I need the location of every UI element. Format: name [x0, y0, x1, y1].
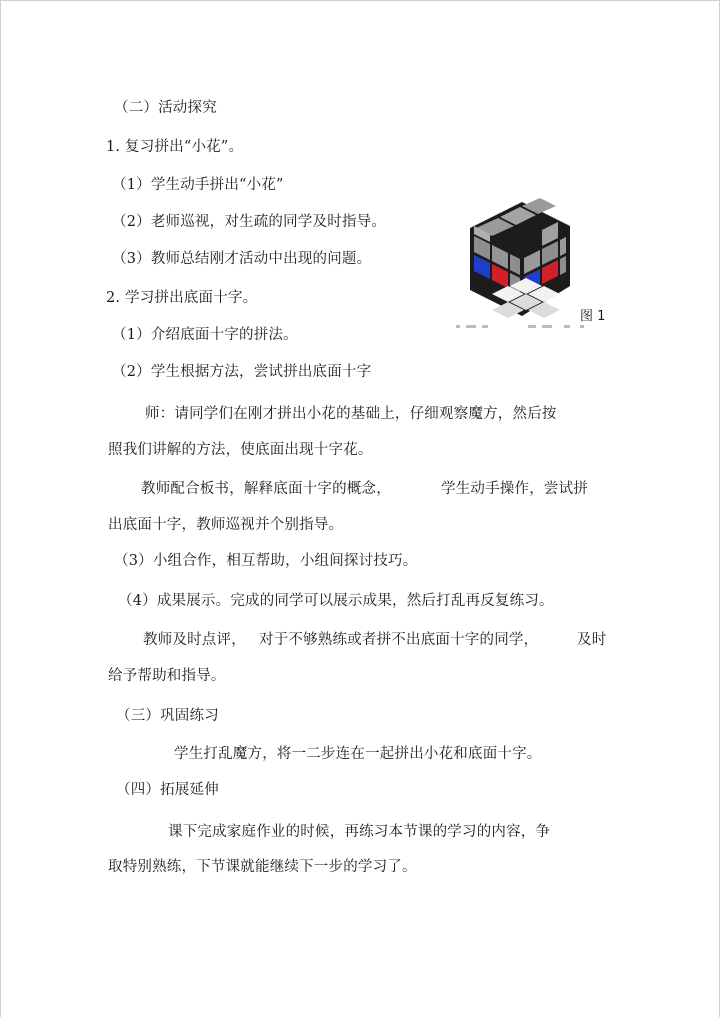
section-heading-3: （三）巩固练习	[116, 708, 219, 724]
sticker	[560, 237, 566, 256]
paragraph-line: 出底面十字，教师巡视并个别指导。	[108, 517, 344, 533]
item-2-heading: 2. 学习拼出底面十字。	[106, 290, 258, 306]
sub-item: （4）成果展示。完成的同学可以展示成果，然后打乱再反复练习。	[118, 593, 554, 609]
sub-item: （3）小组合作，相互帮助，小组间探讨技巧。	[114, 553, 418, 569]
item-1-heading: 1. 复习拼出“小花”。	[106, 139, 244, 155]
paragraph-line: 学生动手操作，尝试拼	[441, 481, 588, 497]
sub-item: （1）介绍底面十字的拼法。	[112, 327, 298, 343]
paragraph-line: 给予帮助和指导。	[108, 668, 226, 684]
sub-item: （1）学生动手拼出“小花”	[112, 177, 284, 193]
sub-item: （3）教师总结刚才活动中出现的问题。	[112, 251, 372, 267]
paragraph-line: 对于不够熟练或者拼不出底面十字的同学，	[259, 632, 539, 648]
paragraph-line: 学生打乱魔方，将一二步连在一起拼出小花和底面十字。	[174, 746, 542, 762]
paragraph-line: 及时	[577, 632, 607, 648]
paragraph-line: 课下完成家庭作业的时候，再练习本节课的学习的内容，争	[168, 824, 551, 840]
figure-caption: 图 1	[580, 309, 606, 324]
paragraph-line: 教师及时点评，	[143, 632, 246, 648]
paragraph-line: 师：请同学们在刚才拼出小花的基础上，仔细观察魔方，然后按	[145, 406, 557, 422]
sub-item: （2）学生根据方法，尝试拼出底面十字	[112, 364, 372, 380]
sub-item: （2）老师巡视，对生疏的同学及时指导。	[112, 214, 387, 230]
paragraph-line: 取特别熟练，下节课就能继续下一步的学习了。	[108, 859, 417, 875]
section-heading-4: （四）拓展延伸	[116, 782, 219, 798]
paragraph-line: 教师配合板书，解释底面十字的概念，	[141, 481, 391, 497]
figure-cropped-caption-residue	[456, 325, 606, 329]
sticker	[560, 256, 566, 275]
paragraph-line: 照我们讲解的方法，使底面出现十字花。	[108, 442, 373, 458]
section-heading-2: （二）活动探究	[114, 100, 217, 116]
